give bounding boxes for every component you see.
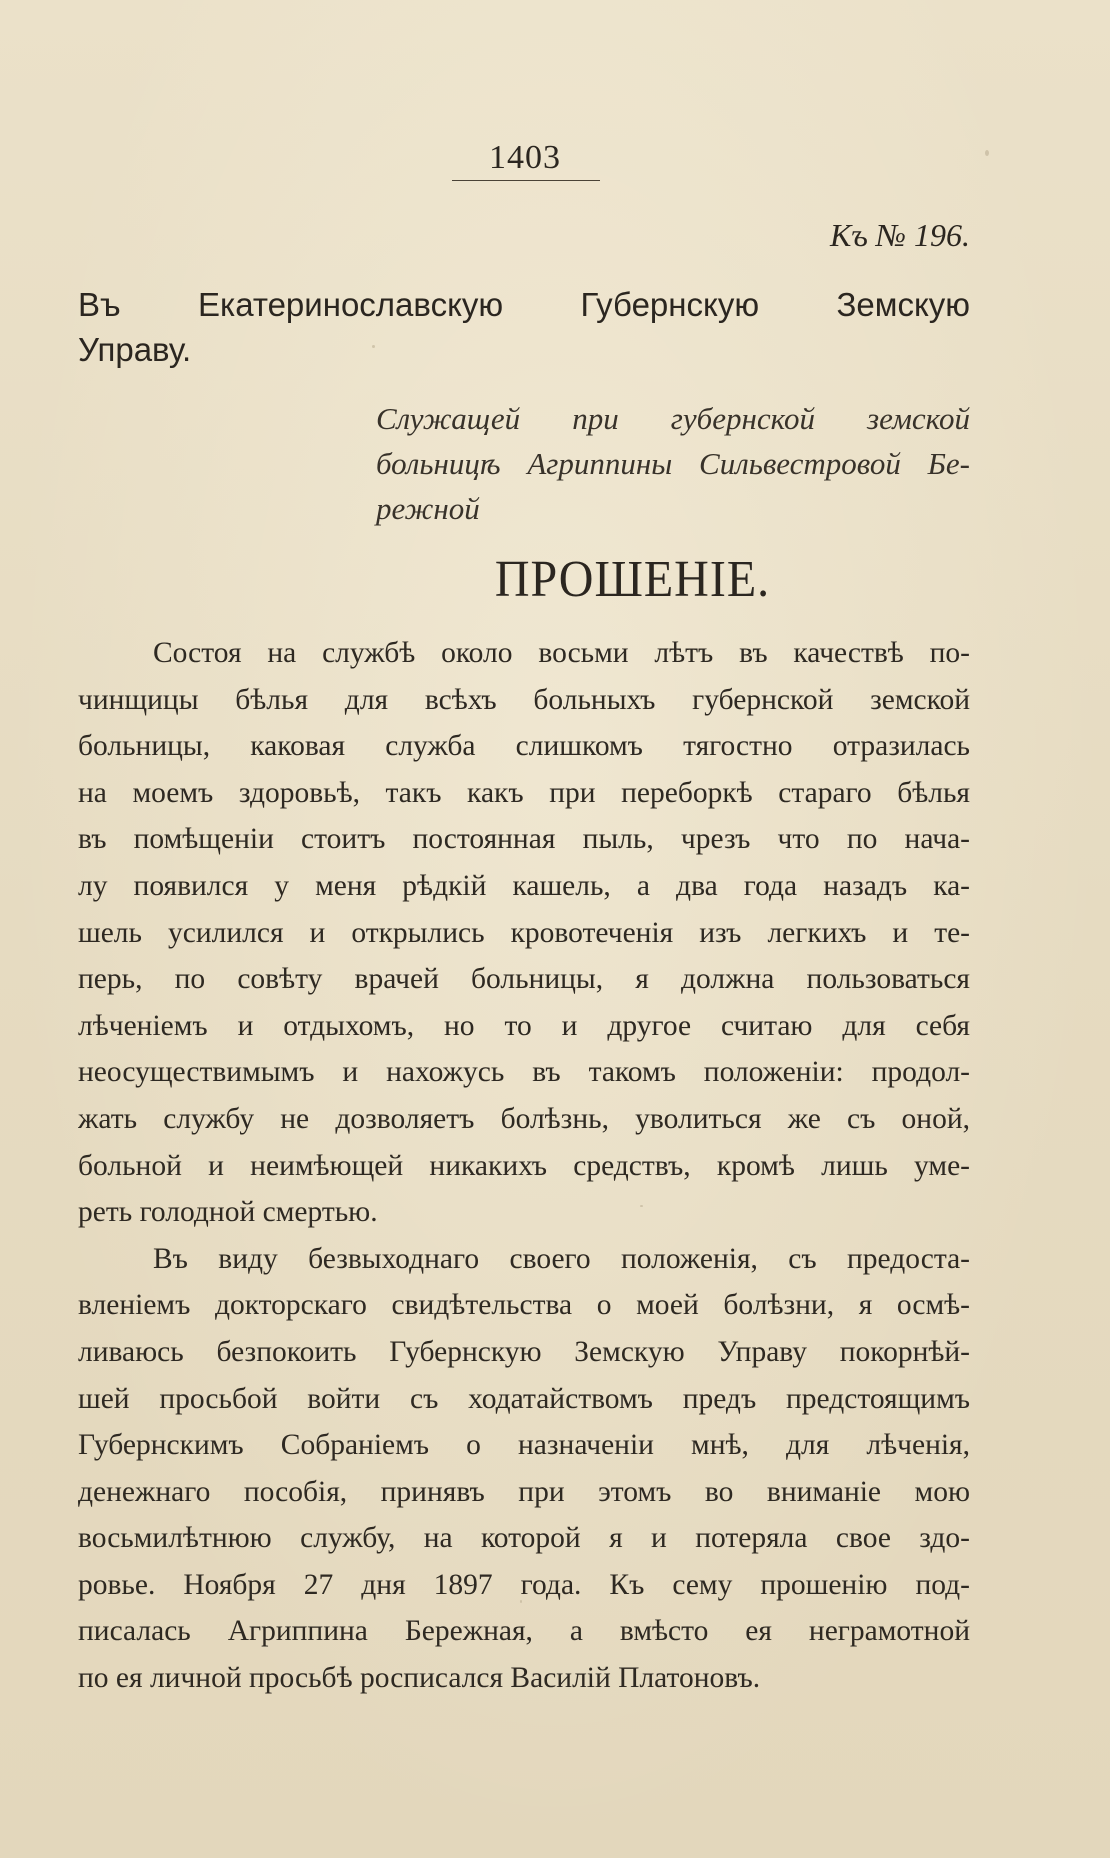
text-line: реть голодной смертью. bbox=[78, 1196, 378, 1229]
petitioner-block bbox=[376, 396, 970, 531]
addressee-line: Управу. bbox=[78, 331, 192, 368]
text-line: по ея личной просьбѣ росписался Василій Платоновъ. bbox=[78, 1662, 761, 1695]
text-line: неосуществимымъ и нахожусь въ такомъ положеніи: продол- bbox=[78, 1056, 970, 1089]
text-line: шей просьбой войти съ ходатайствомъ предъ предстоящимъ bbox=[78, 1382, 970, 1415]
paper-speck bbox=[985, 150, 989, 156]
addressee bbox=[78, 282, 970, 372]
text-line: чинщицы бѣлья для всѣхъ больныхъ губернской земской bbox=[78, 683, 970, 716]
paragraph bbox=[78, 1236, 970, 1702]
petitioner-line: Служащей при губернской земской bbox=[376, 401, 970, 436]
text-line: перь, по совѣту врачей больницы, я должна пользоваться bbox=[78, 963, 970, 996]
text-line: восьмилѣтнюю службу, на которой я и потеряла свое здо- bbox=[78, 1522, 970, 1555]
text-line: жать службу не дозволяетъ болѣзнь, уволиться же съ оной, bbox=[78, 1102, 970, 1135]
text-line: на моемъ здоровьѣ, такъ какъ при переборкѣ стараго бѣлья bbox=[78, 776, 970, 809]
text-line: вленіемъ докторскаго свидѣтельства о моей болѣзни, я осмѣ- bbox=[78, 1289, 970, 1322]
text-line: писалась Агриппина Бережная, а вмѣсто ея неграмотной bbox=[78, 1615, 970, 1648]
text-line: Въ виду безвыходнаго своего положенія, съ предоста- bbox=[153, 1242, 970, 1275]
text-line: въ помѣщеніи стоитъ постоянная пыль, чрезъ что по нача- bbox=[78, 823, 970, 856]
petitioner-line: больницѣ Агриппины Сильвестровой Бе- bbox=[376, 446, 970, 481]
petitioner-line: режной bbox=[376, 491, 480, 526]
text-line: ливаюсь безпокоить Губернскую Земскую Управу покорнѣй- bbox=[78, 1335, 970, 1368]
reference-number: Къ № 196. bbox=[829, 217, 970, 253]
text-line: ровье. Ноября 27 дня 1897 года. Къ сему прошенію под- bbox=[78, 1568, 970, 1601]
text-line: лѣченіемъ и отдыхомъ, но то и другое считаю для себя bbox=[78, 1009, 970, 1042]
text-line: больницы, каковая служба слишкомъ тягостно отразилась bbox=[78, 730, 970, 763]
paragraph bbox=[78, 630, 970, 1236]
page-number-rule bbox=[452, 180, 600, 181]
text-line: Состоя на службѣ около восьми лѣтъ въ качествѣ по- bbox=[153, 637, 970, 669]
text-line: больной и неимѣющей никакихъ средствъ, кромѣ лишь уме- bbox=[78, 1149, 970, 1182]
document-title: ПРОШЕНІЕ. bbox=[494, 550, 771, 609]
addressee-line: Въ Екатеринославскую Губернскую Земскую bbox=[78, 286, 970, 323]
petition-body bbox=[78, 630, 970, 1702]
text-line: Губернскимъ Собраніемъ о назначеніи мнѣ, для лѣченія, bbox=[78, 1429, 970, 1462]
text-line: денежнаго пособія, принявъ при этомъ во вниманіе мою bbox=[78, 1475, 970, 1508]
page-number: 1403 bbox=[489, 139, 561, 176]
text-line: шель усилился и открылись кровотеченія изъ легкихъ и те- bbox=[78, 916, 970, 949]
text-line: лу появился у меня рѣдкій кашель, а два года назадъ ка- bbox=[78, 869, 970, 902]
